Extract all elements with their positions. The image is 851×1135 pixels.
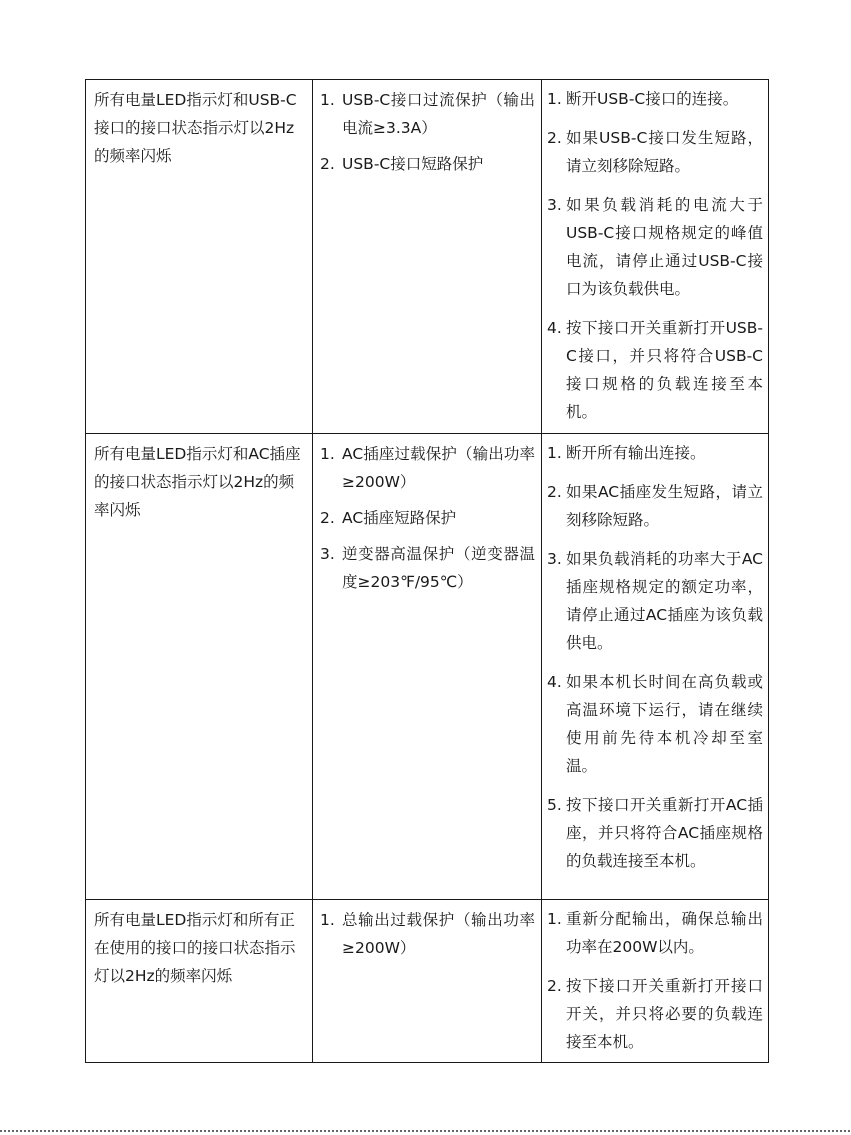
list-item xyxy=(547,972,763,1056)
table-row xyxy=(86,900,769,1063)
item-text: USB-C接口短路保护 xyxy=(342,155,484,173)
list-item xyxy=(320,540,535,596)
table-row xyxy=(86,80,769,434)
list-item xyxy=(320,440,535,496)
item-text: 如果本机长时间在高负载或高温环境下运行，请在继续使用前先待本机冷却至室温。 xyxy=(566,673,763,775)
indicator-text: 所有电量LED指示灯和AC插座的接口状态指示灯以2Hz的频率闪烁 xyxy=(94,445,301,519)
item-text: 断开所有输出连接。 xyxy=(566,444,706,462)
item-number: 2. xyxy=(547,483,562,501)
item-text: AC插座短路保护 xyxy=(342,509,457,527)
list-item xyxy=(320,906,535,962)
item-number: 2. xyxy=(320,509,335,527)
list-item xyxy=(547,905,763,961)
item-text: 按下接口开关重新打开接口开关，并只将必要的负载连接至本机。 xyxy=(566,977,763,1051)
item-number: 1. xyxy=(320,445,335,463)
list-item xyxy=(547,668,763,780)
item-text: 总输出过载保护（输出功率≥200W） xyxy=(342,911,535,957)
item-number: 3. xyxy=(547,196,562,214)
page-bottom-rule xyxy=(0,1130,851,1132)
protection-cell xyxy=(313,80,542,434)
solution-cell xyxy=(542,80,769,434)
protection-table xyxy=(85,79,769,1063)
item-number: 1. xyxy=(547,444,562,462)
table-row xyxy=(86,434,769,900)
protection-list xyxy=(320,86,535,178)
item-number: 3. xyxy=(547,550,562,568)
protection-list xyxy=(320,440,535,596)
list-item xyxy=(547,439,763,467)
item-number: 2. xyxy=(547,129,562,147)
solution-list xyxy=(547,439,763,875)
list-item xyxy=(320,150,535,178)
item-text: 逆变器高温保护（逆变器温度≥203℉/95℃） xyxy=(342,545,535,591)
indicator-cell xyxy=(86,434,313,900)
list-item xyxy=(547,191,763,303)
list-item xyxy=(547,85,763,113)
item-number: 4. xyxy=(547,673,562,691)
item-text: USB-C接口过流保护（输出电流≥3.3A） xyxy=(342,91,535,137)
item-number: 1. xyxy=(547,910,562,928)
indicator-cell xyxy=(86,80,313,434)
indicator-cell xyxy=(86,900,313,1063)
indicator-text: 所有电量LED指示灯和所有正在使用的接口的接口状态指示灯以2Hz的频率闪烁 xyxy=(94,911,296,985)
item-number: 1. xyxy=(320,91,335,109)
list-item xyxy=(547,545,763,657)
list-item xyxy=(320,504,535,532)
protection-list xyxy=(320,906,535,962)
list-item xyxy=(547,314,763,426)
item-text: 如果USB-C接口发生短路，请立刻移除短路。 xyxy=(566,129,763,175)
item-text: 如果负载消耗的功率大于AC插座规格规定的额定功率，请停止通过AC插座为该负载供电。 xyxy=(566,550,763,652)
item-number: 1. xyxy=(320,911,335,929)
list-item xyxy=(547,124,763,180)
protection-cell xyxy=(313,900,542,1063)
item-text: AC插座过载保护（输出功率≥200W） xyxy=(342,445,535,491)
solution-list xyxy=(547,905,763,1056)
item-text: 断开USB-C接口的连接。 xyxy=(566,90,739,108)
solution-cell xyxy=(542,900,769,1063)
solution-cell xyxy=(542,434,769,900)
item-number: 4. xyxy=(547,319,562,337)
item-text: 按下接口开关重新打开USB-C接口，并只将符合USB-C接口规格的负载连接至本机。 xyxy=(566,319,763,421)
item-text: 按下接口开关重新打开AC插座，并只将符合AC插座规格的负载连接至本机。 xyxy=(566,796,763,870)
item-text: 重新分配输出，确保总输出功率在200W以内。 xyxy=(566,910,763,956)
item-number: 1. xyxy=(547,90,562,108)
item-number: 5. xyxy=(547,796,562,814)
item-number: 2. xyxy=(320,155,335,173)
item-text: 如果负载消耗的电流大于USB-C接口规格规定的峰值电流，请停止通过USB-C接口为该负载供电。 xyxy=(566,196,763,298)
item-text: 如果AC插座发生短路，请立刻移除短路。 xyxy=(566,483,763,529)
list-item xyxy=(320,86,535,142)
indicator-text: 所有电量LED指示灯和USB-C接口的接口状态指示灯以2Hz的频率闪烁 xyxy=(94,91,297,165)
item-number: 3. xyxy=(320,545,335,563)
solution-list xyxy=(547,85,763,426)
item-number: 2. xyxy=(547,977,562,995)
list-item xyxy=(547,478,763,534)
protection-cell xyxy=(313,434,542,900)
list-item xyxy=(547,791,763,875)
